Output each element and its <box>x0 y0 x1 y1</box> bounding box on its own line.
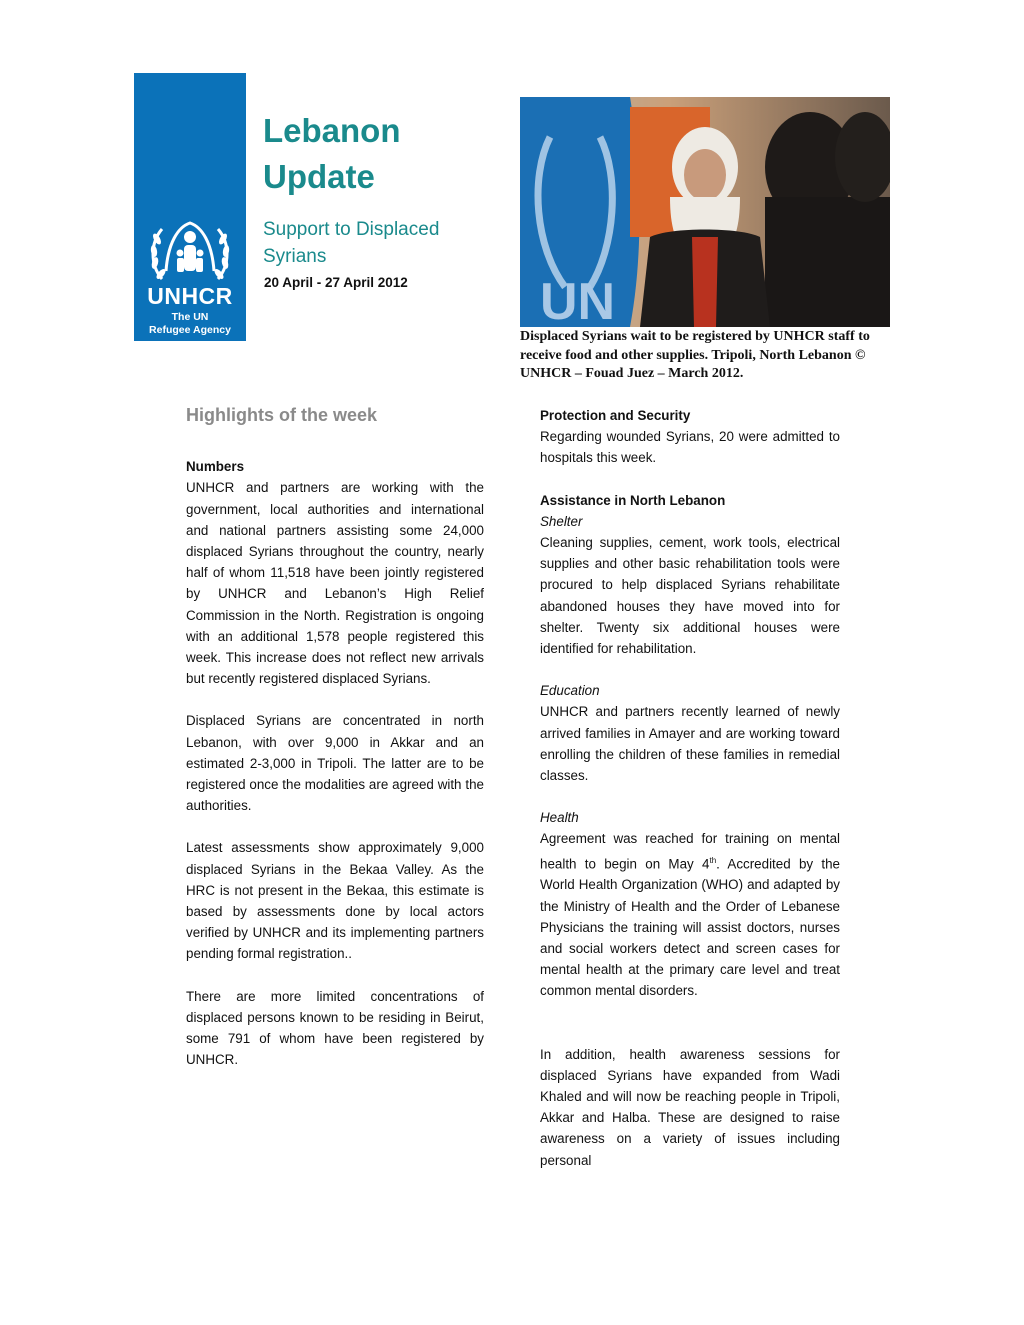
beirut-paragraph: There are more limited concentrations of displaced persons known to be residing in Beirut, some 791 of whom have been registered by UNHCR. <box>186 988 484 1068</box>
logo-tagline-line1: The UN <box>171 311 209 323</box>
shelter-heading: Shelter <box>540 513 583 529</box>
numbers-paragraph: UNHCR and partners are working with the government, local authorities and international and national partners assisting some 24,000 displaced Syrians throughout the country, nearly half of whom 11,518 have been jointly registered by UNHCR and Lebanon’s High Relief Commission in the North. Registration is ongoing with an additional 1,578 people registered this week. This increase does not reflect new arrivals but recently registered displaced Syrians. <box>186 480 484 687</box>
logo-tagline-line2: Refugee Agency <box>149 324 231 336</box>
date-range: 20 April - 27 April 2012 <box>264 275 408 290</box>
photo-caption: Displaced Syrians wait to be registered by UNHCR staff to receive food and other supplies. Tripoli, North Lebanon © UNHCR – Fouad Juez – March 2012. <box>520 329 870 381</box>
logo-tagline <box>134 311 246 337</box>
assessment-paragraph: Latest assessments show approximately 9,000 displaced Syrians in the Bekaa Valley. As the HRC is not present in the Bekaa, this estimate is based by assessments done by local actors verified by UNHCR and its implementing partners pending formal registration.. <box>186 840 484 962</box>
protection-heading: Protection and Security <box>540 408 691 423</box>
highlights-heading: Highlights of the week <box>186 405 378 425</box>
page-title <box>263 108 401 200</box>
assistance-heading: Assistance in North Lebanon <box>540 492 726 508</box>
health-text-end: . Accredited by the World Health Organization (WHO) and adapted by the Ministry of Health and the Order of Lebanese Physicians the training will assist doctors, nurses and social workers detect and screen cases for mental health at the primary care level and treat common mental disorders. <box>540 856 840 999</box>
protection-paragraph: Regarding wounded Syrians, 20 were admitted to hospitals this week. <box>540 429 840 466</box>
page-title-line2: Update <box>263 158 375 195</box>
cover-photo-image <box>520 97 890 327</box>
education-heading: Education <box>540 683 600 699</box>
unhcr-logo <box>134 73 246 341</box>
health-heading: Health <box>540 810 579 826</box>
health-awareness-paragraph: In addition, health awareness sessions for displaced Syrians have expanded from Wadi Khaled and will now be reaching people in Tripoli, Akkar and Halba. These are designed to raise awareness on a variety of issues including personal <box>540 1046 840 1168</box>
education-paragraph: UNHCR and partners recently learned of newly arrived families in Amayer and are working toward enrolling the children of these families in remedial classes. <box>540 704 840 784</box>
health-text-start: Agreement was reached for training on mental health to begin on May 4 <box>540 831 840 872</box>
logo-wordmark: UNHCR <box>147 283 233 309</box>
left-column <box>186 405 484 1091</box>
health-paragraph <box>540 828 840 1001</box>
cover-photo <box>520 97 890 327</box>
numbers-heading: Numbers <box>186 459 245 475</box>
health-text-superscript: th <box>709 855 717 865</box>
page-subtitle: Support to Displaced Syrians <box>263 219 440 267</box>
svg-text:UN: UN <box>540 273 616 327</box>
concentration-paragraph: Displaced Syrians are concentrated in north Lebanon, with over 9,000 in Akkar and an estimated 2-3,000 in Tripoli. The latter are to be registered once the modalities are agreed with the authorities. <box>186 713 484 814</box>
page-title-line1: Lebanon <box>263 112 401 149</box>
shelter-paragraph: Cleaning supplies, cement, work tools, electrical supplies and other basic rehabilitation tools were procured to help displaced Syrians rehabilitate abandoned houses they have moved into for shelter. Twenty six additional houses were identified for rehabilitation. <box>540 535 840 657</box>
right-column <box>540 405 840 1192</box>
